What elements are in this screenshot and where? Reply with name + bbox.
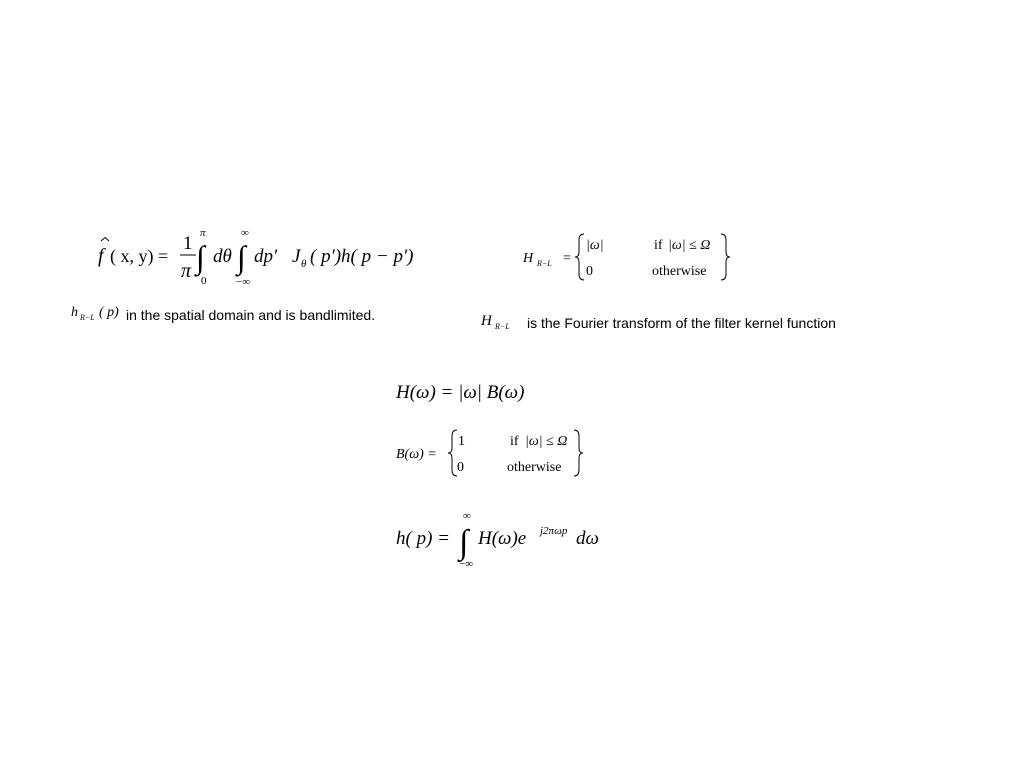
integral-2-sign: ∫ — [237, 239, 246, 275]
hrl-def-equals: = — [563, 251, 571, 266]
hrl-right-brace — [721, 234, 730, 280]
fourier-caption: is the Fourier transform of the filter kernel function — [527, 315, 836, 331]
b-lhs: B(ω) = — [396, 447, 437, 462]
integral-2-upper-limit: ∞ — [241, 227, 249, 239]
b-case1-condition: |ω| ≤ Ω — [525, 434, 568, 449]
j-subscript: θ — [301, 258, 307, 270]
f-hat-symbol: f — [98, 245, 104, 267]
hrl-case1-value: |ω| — [586, 238, 604, 253]
hrl-left-brace — [575, 234, 584, 280]
j-symbol: J — [292, 246, 301, 267]
b-right-brace — [574, 430, 583, 476]
h-p-exponent: j2πωp — [540, 525, 568, 537]
b-case1-if: if — [510, 434, 519, 449]
hrl-case1-condition: |ω| ≤ Ω — [668, 238, 711, 253]
hrl-argument: ( p) — [99, 305, 119, 320]
h-p-lhs: h( p) = — [396, 528, 450, 549]
h-p-lower-limit: −∞ — [459, 558, 474, 570]
d-theta: dθ — [213, 246, 232, 267]
h-omega-text: H(ω) = |ω| B(ω) — [396, 382, 525, 403]
hrl-subscript: R−L — [80, 313, 95, 322]
integral-1-sign: ∫ — [196, 239, 205, 275]
integral-1-upper-limit: π — [200, 227, 206, 239]
h-p-upper-limit: ∞ — [463, 510, 471, 522]
fraction-numerator: 1 — [183, 233, 193, 254]
Hrl-subscript: R−L — [495, 322, 510, 331]
hrl-case2-condition: otherwise — [652, 264, 707, 279]
hrl-base: h — [71, 305, 78, 320]
h-p-body: H(ω)e — [478, 528, 527, 549]
f-arguments: ( x, y) = — [110, 246, 169, 266]
Hrl-base: H — [481, 313, 492, 329]
hrl-case1-if: if — [654, 238, 663, 253]
b-case2-condition: otherwise — [507, 460, 562, 475]
h-p-d-omega: dω — [576, 528, 599, 549]
integral-2-lower-limit: −∞ — [236, 276, 251, 288]
hrl-def-subscript: R−L — [537, 259, 552, 268]
hrl-def-base: H — [523, 251, 534, 266]
spatial-caption: in the spatial domain and is bandlimited. — [126, 307, 376, 323]
dp-prime: dp′ — [254, 246, 278, 267]
b-case1-value: 1 — [458, 434, 465, 449]
b-left-brace — [448, 430, 457, 476]
j-argument: ( p′)h( p − p′) — [310, 246, 414, 267]
fraction-denominator: π — [181, 260, 192, 282]
b-case2-value: 0 — [457, 460, 464, 475]
integral-1-lower-limit: 0 — [201, 275, 207, 287]
h-p-integral-sign: ∫ — [459, 524, 469, 561]
hrl-case2-value: 0 — [586, 264, 593, 279]
